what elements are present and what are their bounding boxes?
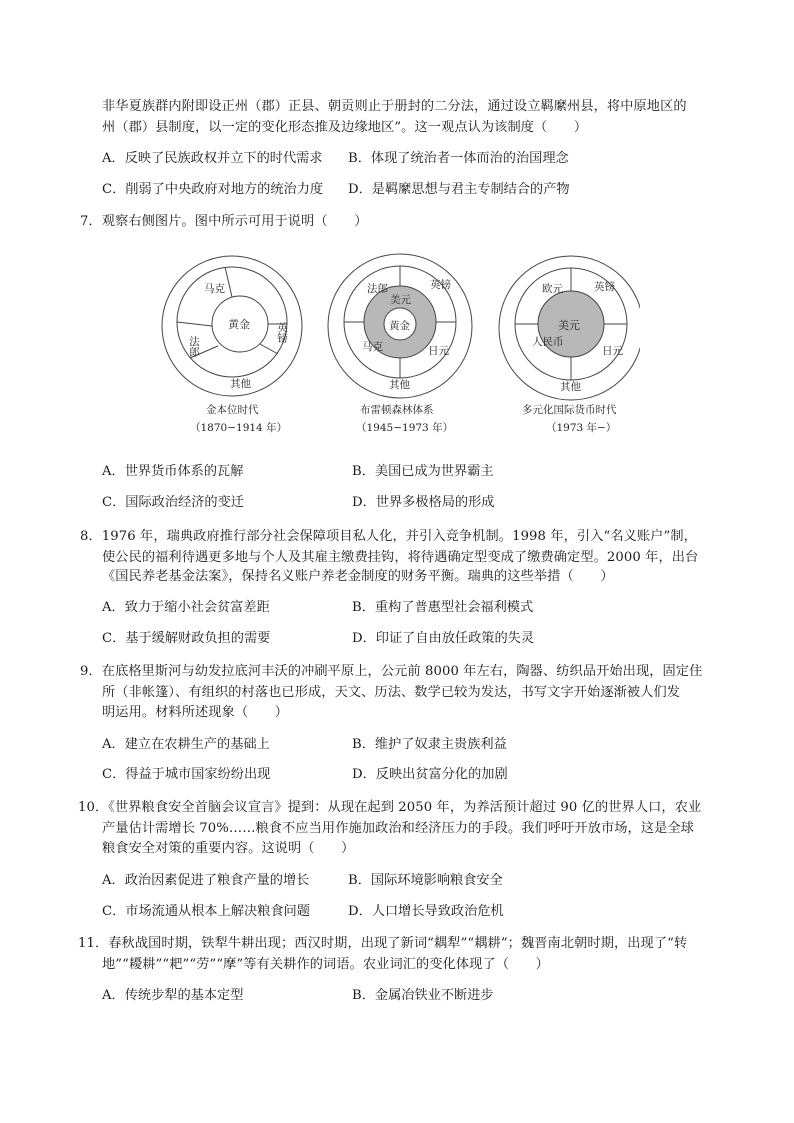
q10-option-a: A．政治因素促进了粮食产量的增长 <box>102 873 310 888</box>
gold-standard-center-gold: 黄金 <box>228 318 250 331</box>
gold-standard-ring-franc: 法郎 <box>188 336 200 357</box>
q11-option-a: A．传统步犁的基本定型 <box>102 988 244 1003</box>
q6-stem-line-2: 州（郡）县制度，以一定的变化形态推及边缘地区”。这一观点认为该制度（ ） <box>102 120 588 135</box>
bretton-woods-ring-mark: 马克 <box>362 341 383 353</box>
q10-option-c: C．市场流通从根本上解决粮食问题 <box>102 904 310 919</box>
q9-stem-line-2: 所（非帐篷）、有组织的村落也已形成，天文、历法、数学已较为发达，书写文字开始逐渐被人们发 <box>102 685 681 700</box>
q10-stem-line-3: 粮食安全对策的重要内容。这说明（ ） <box>102 841 355 856</box>
diversified-diagram <box>499 256 640 434</box>
diversified-outer-other: 其他 <box>560 381 581 393</box>
q10-stem-line-1: 10．《世界粮食安全首脑会议宣言》提到：从现在起到 2050 年，为养活预计超过 90 亿的世界人口，农业 <box>78 800 702 815</box>
q8-stem-line-1: 8．1976 年，瑞典政府推行部分社会保障项目私人化，并引入竞争机制。1998 年，引入“名义账户”制， <box>80 529 697 544</box>
q7-stem: 7．观察右侧图片。图中所示可用于说明（ ） <box>80 214 368 229</box>
bretton-woods-outer-other: 其他 <box>389 379 410 391</box>
q10-option-b: B．国际环境影响粮食安全 <box>348 873 503 888</box>
gold-standard-diagram <box>162 256 302 434</box>
q9-option-a: A．建立在农耕生产的基础上 <box>102 737 270 752</box>
q10-option-d: D．人口增长导致政治危机 <box>348 904 504 919</box>
q8-option-a: A．致力于缩小社会贫富差距 <box>102 600 270 615</box>
q9-option-c: C．得益于城市国家纷纷出现 <box>102 767 271 782</box>
q11-option-b: B．金属冶铁业不断进步 <box>352 988 494 1003</box>
q7-option-d: D．世界多极格局的形成 <box>352 495 495 510</box>
bretton-woods-ring-franc: 法郎 <box>367 283 388 295</box>
currency-system-figure <box>160 250 640 440</box>
q6-option-d: D．是羁縻思想与君主专制结合的产物 <box>348 182 570 197</box>
q9-option-d: D．反映出贫富分化的加剧 <box>352 767 508 782</box>
bretton-woods-title: 布雷顿森林体系 <box>360 404 434 416</box>
bretton-woods-period: （1945−1973 年） <box>356 422 454 434</box>
bretton-woods-ring-pound: 英镑 <box>430 279 451 291</box>
diversified-ring-rmb: 人民币 <box>532 336 564 348</box>
q7-option-b: B．美国已成为世界霸主 <box>352 464 494 479</box>
q9-stem-line-3: 明运用。材料所述现象（ ） <box>102 705 289 720</box>
diversified-ring-euro: 欧元 <box>542 283 563 295</box>
diversified-center-dollar: 美元 <box>558 319 580 332</box>
bretton-woods-ring-yen: 日元 <box>428 345 449 357</box>
q7-option-c: C．国际政治经济的变迁 <box>102 495 244 510</box>
q6-option-a: A．反映了民族政权并立下的时代需求 <box>102 151 323 166</box>
q9-stem-line-1: 9．在底格里斯河与幼发拉底河丰沃的冲刷平原上，公元前 8000 年左右，陶器、纺织品开始出现，固定住 <box>80 664 703 679</box>
gold-standard-title: 金本位时代 <box>206 404 259 416</box>
gold-standard-ring-pound: 英镑 <box>276 322 288 343</box>
q8-stem-line-3: 《国民养老基金法案》，保持名义账户养老金制度的财务平衡。瑞典的这些举措（ ） <box>102 569 614 584</box>
q8-stem-line-2: 使公民的福利待遇更多地与个人及其雇主缴费挂钩，将待遇确定型变成了缴费确定型。2000 年，出台 <box>102 550 699 565</box>
q6-option-c: C．削弱了中央政府对地方的统治力度 <box>102 182 324 197</box>
bretton-woods-middle-dollar: 美元 <box>390 294 411 306</box>
q8-option-b: B．重构了普惠型社会福利模式 <box>352 600 534 615</box>
gold-standard-period: （1870−1914 年） <box>190 422 288 434</box>
q6-stem-line-1: 非华夏族群内附即设正州（郡）正县、朝贡则止于册封的二分法，通过设立羁縻州县，将中原地区的 <box>102 99 687 114</box>
diversified-title: 多元化国际货币时代 <box>522 404 617 416</box>
q6-option-b: B．体现了统治者一体而治的治国理念 <box>348 151 569 166</box>
diversified-ring-pound: 英镑 <box>594 281 615 293</box>
gold-standard-outer-other: 其他 <box>230 378 251 390</box>
q7-option-a: A．世界货币体系的瓦解 <box>102 464 244 479</box>
q9-option-b: B．维护了奴隶主贵族利益 <box>352 737 507 752</box>
bretton-woods-center-gold: 黄金 <box>389 320 410 332</box>
diversified-period: （1973 年−） <box>546 422 617 434</box>
gold-standard-ring-mark: 马克 <box>204 283 225 295</box>
q11-stem-line-2: 地”“耰耕”“耙”“劳”“摩”等有关耕作的词语。农业词汇的变化体现了（ ） <box>102 957 549 972</box>
diversified-ring-yen: 日元 <box>602 345 623 357</box>
bretton-woods-diagram <box>328 254 472 434</box>
q8-option-c: C．基于缓解财政负担的需要 <box>102 631 271 646</box>
q8-option-d: D．印证了自由放任政策的失灵 <box>352 631 535 646</box>
q10-stem-line-2: 产量估计需增长 70%……粮食不应当用作施加政治和经济压力的手段。我们呼吁开放市场，这是全球 <box>102 821 694 836</box>
q11-stem-line-1: 11．春秋战国时期，铁犁牛耕出现；西汉时期，出现了新词“耦犁”“耦耕”；魏晋南北朝时期，出现了“转 <box>78 936 688 951</box>
